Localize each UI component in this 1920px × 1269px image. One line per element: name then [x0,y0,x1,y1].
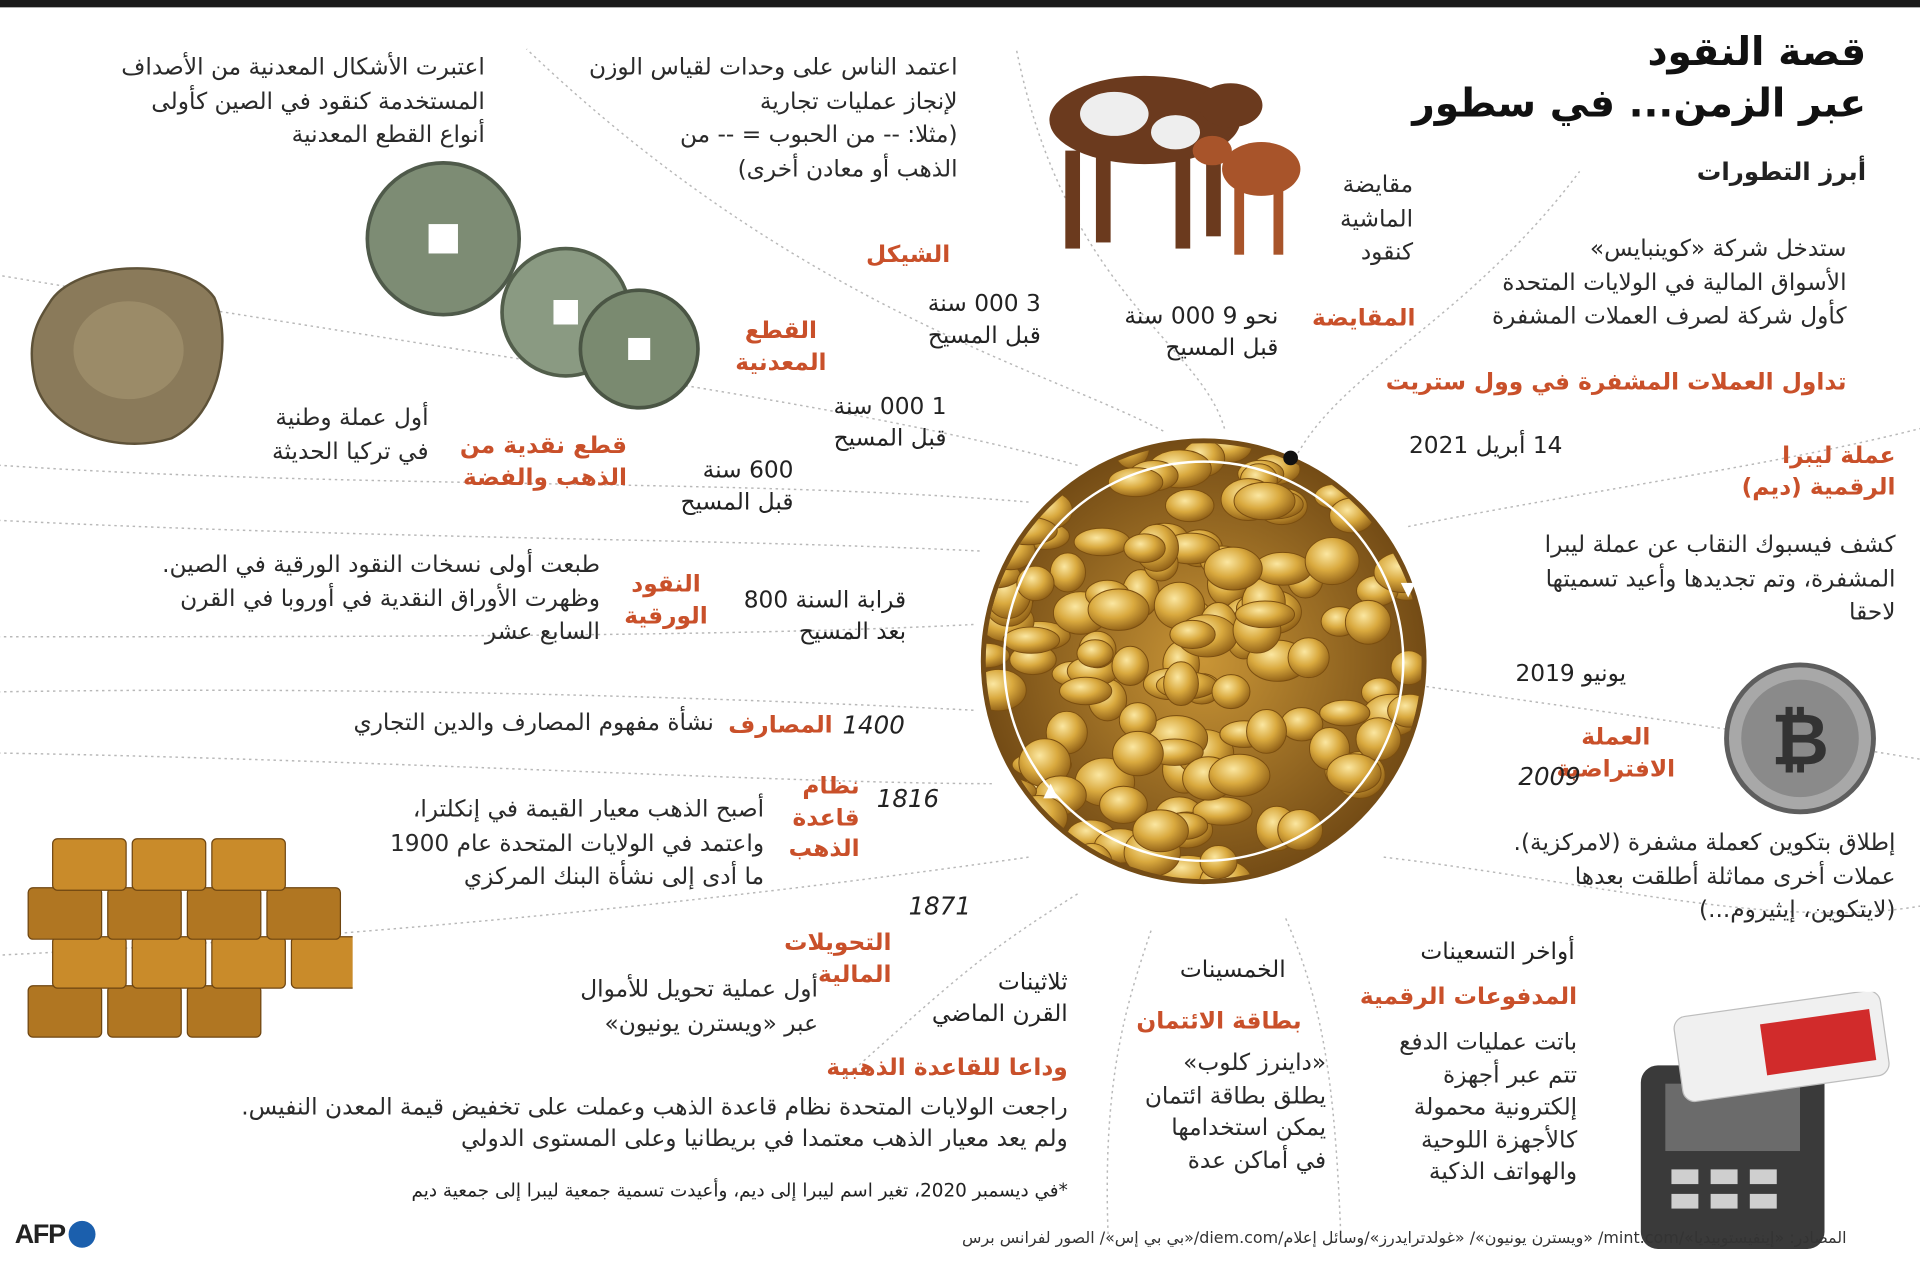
paper-money-date: قرابة السنة 800 بعد المسيح [743,586,907,645]
gold-bar-shape [291,937,352,988]
afp-logo-text: AFP [14,1218,65,1249]
chinese-coins-image [358,153,725,410]
svg-text:₿: ₿ [1771,698,1829,782]
coin-shape [1060,677,1112,704]
coin-shape [1003,627,1060,653]
coin-shape [1002,484,1041,517]
coin-shape [1001,821,1038,847]
metal-pieces-date: 1 000 سنة قبل المسيح [833,393,947,452]
gold-bar-shape [132,839,205,890]
coin-shape [1133,810,1189,852]
coin-shape [1209,754,1270,796]
coin-shape [1234,482,1295,519]
coin-shape [1305,538,1359,585]
gold-silver-date: 600 سنة قبل المسيح [680,456,794,516]
transfers-heading: التحويلات المالية [784,929,892,988]
coin-shape [1333,848,1379,885]
coin-shape [1113,731,1164,775]
metal-pieces-heading: القطع المعدنية [735,317,827,376]
gold-bar-shape [212,937,285,988]
coin-shape [1320,700,1370,726]
coin-shape [1164,662,1199,706]
paper-money-heading: النقود الورقية [624,570,708,629]
coin-shape [1009,796,1067,840]
coin-shape [967,863,1013,894]
libra-desc: كشف فيسبوك النقاب عن عملة ليبرا المشفرة، وتم تجديدها وأعيد تسميتها لاحقا [1544,531,1896,626]
gold-silver-desc: أول عملة وطنية في تركيا الحديثة [272,404,429,465]
barter-desc: مقايضة الماشية كنقود [1339,171,1414,266]
banks-heading: المصارف [728,711,833,739]
gold-bar-shape [108,986,181,1037]
coin-shape [1323,866,1380,896]
coin-shape [971,669,1026,710]
coin-shape [1395,867,1437,893]
coin-shape [1366,804,1422,844]
credit-card-date: الخمسينات [1179,956,1286,984]
gold-bar-shape [53,839,126,890]
coin-shape [1212,675,1250,709]
coin-shape [1042,439,1079,464]
cattle-image [1029,34,1323,267]
coin-shape [1088,589,1149,630]
coin-shape [1017,566,1054,601]
virtual-currency-year: 2009 [1518,761,1581,792]
coin-shape [998,488,1035,527]
coin-shape [1165,490,1213,522]
coin-shape [1077,640,1113,667]
gold-bar-shape [187,888,260,939]
coin-pile-image [967,416,1445,906]
shekel-desc: اعتمد الناس على وحدات لقياس الوزن لإنجاز عمليات تجارية (مثلا: -- من الحبوب = -- من الذهب أو معادن أخرى) [589,53,958,183]
gold-bar-shape [28,986,101,1037]
digital-payments-heading: المدفوعات الرقمية [1359,983,1578,1011]
coin-shape [1037,866,1084,896]
transfers-year: 1871 [908,891,971,921]
farewell-gold-date: ثلاثينات القرن الماضي [931,968,1068,1027]
farewell-gold-heading: وداعا للقاعدة الذهبية [826,1054,1068,1082]
page-subtitle: أبرز التطورات [1696,156,1867,187]
gold-standard-desc: أصبح الذهب معيار القيمة في إنكلترا، واعتمد في الولايات المتحدة عام 1900 ما أدى إلى نشأة البنك المركزي [389,795,765,891]
coin-shape [1098,875,1133,900]
credit-card-heading: بطاقة الائتمان [1136,1007,1302,1035]
page-title: قصة النقود عبر الزمن... في سطور [1412,28,1867,126]
coin-shape [1050,553,1085,592]
gold-bar-shape [108,888,181,939]
coin-shape [1074,528,1130,556]
libra-date: يونيو 2019 [1515,660,1627,687]
ancient-coin-image [24,255,232,451]
coin-shape [1016,418,1072,464]
paper-money-desc: طبعت أولى نسخات النقود الورقية في الصين. وظهرت الأوراق النقدية في أوروبا في القرن السابع عشر [162,551,601,646]
gold-silver-heading: قطع نقدية من الذهب والفضة [459,432,627,491]
libra-heading: عملة ليبرا الرقمية (ديم) [1741,442,1896,501]
wallstreet-heading: تداول العملات المشفرة في وول ستريت [1385,368,1847,396]
coin-shape [1170,620,1215,648]
digital-payments-desc: باتت عمليات الدفع تتم عبر أجهزة إلكترونية محمولة كالأجهزة اللوحية والهواتف الذكية [1399,1028,1578,1186]
transfers-desc: أول عملية تحويل للأموال عبر «ويسترن يونيون» [580,975,818,1037]
metal-pieces-desc: اعتبرت الأشكال المعدنية من الأصداف المستخدمة كنقود في الصين كأولى أنواع القطع المعدنية [121,53,485,149]
virtual-currency-heading: العملة الافتراضية [1556,723,1676,783]
sources-line: المصادر: «إينفيستوبيديا»/mint.com/ «ويسترن يونيون»/ «غولدترايدرز»/وسائل إعلام/diem.com/«بي بي إس»/ الصور لفرانس برس [962,1229,1847,1248]
coin-shape [1236,601,1295,628]
payment-terminal-image [1592,992,1898,1261]
gold-standard-year: 1816 [876,783,940,814]
gold-bar-shape [28,888,101,939]
farewell-gold-desc: راجعت الولايات المتحدة نظام قاعدة الذهب وعملت على تخفيض قيمة المعدن النفيس. ولم يعد معيار الذهب معتمدا في بريطانيا وعلى المستوى الدولي [241,1093,1068,1152]
coin-shape [1277,425,1315,458]
virtual-currency-desc: إطلاق بتكوين كعملة مشفرة (لامركزية). عملات أخرى مماثلة أطلقت بعدها (لايتكوين، إيثيروم...) [1513,828,1896,924]
footnote: *في ديسمبر 2020، تغير اسم ليبرا إلى ديم، وأعيدت تسمية جمعية ليبرا إلى جمعية ديم [411,1179,1068,1202]
wallstreet-date: 14 أبريل 2021 [1408,432,1563,460]
coin-shape [1204,547,1262,590]
coin-shape [1288,638,1329,678]
banks-year: 1400 [842,710,905,740]
coin-shape [1354,840,1400,888]
gold-bars-image [22,802,353,1084]
coin-shape [1030,416,1089,460]
banks-desc: نشأة مفهوم المصارف والدين التجاري [353,708,714,736]
gold-bar-shape [132,937,205,988]
shekel-date: 3 000 سنة قبل المسيح [927,290,1041,349]
coin-shape [1345,600,1391,644]
credit-card-desc: «داينرز كلوب» يطلق بطاقة ائتمان يمكن استخدامها في أماكن عدة [1144,1049,1327,1175]
coin-shape [1381,781,1443,811]
barter-date: نحو 9 000 سنة قبل المسيح [1124,302,1279,361]
coin-shape [1327,754,1381,793]
gold-bar-shape [53,937,126,988]
coin-shape [969,484,1024,526]
gold-bar-shape [187,986,260,1037]
gold-bar-shape [212,839,285,890]
gold-bar-shape [267,888,340,939]
coin-shape [1200,846,1237,879]
coin-shape [973,530,1011,563]
barter-heading: المقايضة [1311,304,1416,332]
gold-standard-heading: نظام قاعدة الذهب [788,772,860,863]
digital-payments-date: أواخر التسعينات [1420,937,1575,965]
coin-shape [1112,646,1148,685]
wallstreet-desc: ستدخل شركة «كوينبايس» الأسواق المالية في الولايات المتحدة كأول شركة لصرف العملات المشفرة [1491,235,1847,330]
coin-shape [1392,825,1433,854]
shekel-heading: الشيكل [866,241,951,269]
afp-logo [15,1218,96,1250]
coin-shape [1247,709,1287,753]
afp-logo-circle [69,1221,96,1248]
coin-shape [1124,534,1165,563]
bitcoin-image [1720,659,1879,818]
